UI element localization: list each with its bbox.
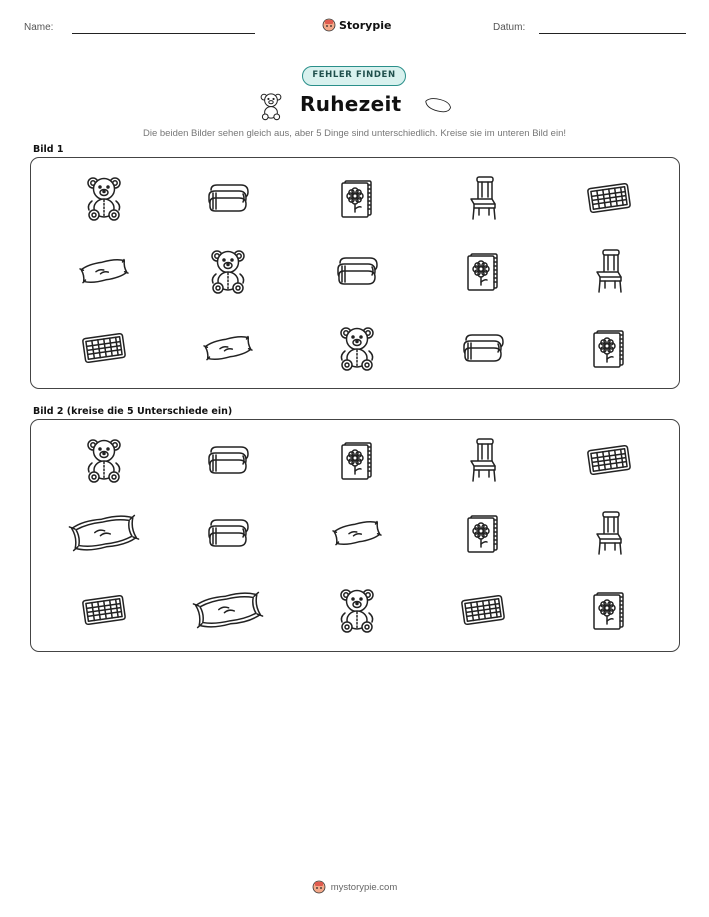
picture2-label: Bild 2 (kreise die 5 Unterschiede ein) — [33, 406, 233, 417]
blanket-icon[interactable] — [205, 517, 251, 549]
teddy-bear-icon[interactable] — [336, 587, 378, 633]
blanket-icon[interactable] — [334, 255, 380, 287]
picture2-panel — [30, 419, 680, 652]
chair-icon[interactable] — [593, 248, 625, 294]
title-row — [0, 92, 709, 122]
instructions-text: Die beiden Bilder sehen gleich aus, aber 5 Dinge sind unterschiedlich. Kreise sie im unteren Bild ein! — [143, 128, 566, 139]
storypie-mascot-icon — [312, 880, 326, 894]
book-icon[interactable] — [339, 178, 375, 218]
pillow-icon[interactable] — [202, 332, 254, 364]
date-label: Datum: — [493, 22, 526, 33]
teddy-bear-icon[interactable] — [83, 175, 125, 221]
worksheet-header — [0, 18, 709, 38]
chair-icon[interactable] — [467, 437, 499, 483]
pillow-icon — [423, 97, 453, 113]
picture1-panel — [30, 157, 680, 389]
name-field[interactable] — [72, 33, 255, 34]
footer-site: mystorypie.com — [330, 881, 398, 893]
blanket-icon[interactable] — [205, 444, 251, 476]
activity-badge: FEHLER FINDEN — [302, 66, 406, 86]
blanket-icon[interactable] — [205, 182, 251, 214]
picture1-label: Bild 1 — [33, 144, 64, 155]
blanket-icon[interactable] — [460, 332, 506, 364]
mat-icon[interactable] — [584, 444, 634, 476]
book-icon[interactable] — [591, 328, 627, 368]
mat-icon[interactable] — [584, 182, 634, 214]
teddy-bear-icon[interactable] — [207, 248, 249, 294]
teddy-bear-icon[interactable] — [83, 437, 125, 483]
book-icon[interactable] — [465, 513, 501, 553]
pillow-large-icon[interactable] — [193, 588, 263, 632]
name-label: Name: — [24, 22, 54, 33]
brand-logo — [322, 18, 391, 32]
book-icon[interactable] — [339, 440, 375, 480]
pillow-icon[interactable] — [331, 517, 383, 549]
footer — [0, 880, 709, 894]
chair-icon[interactable] — [593, 510, 625, 556]
storypie-mascot-icon — [322, 18, 336, 32]
teddy-bear-icon[interactable] — [336, 325, 378, 371]
book-icon[interactable] — [591, 590, 627, 630]
page-title: Ruhezeit — [300, 92, 402, 116]
chair-icon[interactable] — [467, 175, 499, 221]
mat-icon[interactable] — [79, 594, 129, 626]
mat-icon[interactable] — [79, 332, 129, 364]
book-icon[interactable] — [465, 251, 501, 291]
mat-icon[interactable] — [458, 594, 508, 626]
pillow-large-icon[interactable] — [69, 511, 139, 555]
brand-name: Storypie — [339, 18, 392, 32]
date-field[interactable] — [539, 33, 686, 34]
pillow-icon[interactable] — [78, 255, 130, 287]
teddy-bear-icon — [258, 92, 284, 120]
